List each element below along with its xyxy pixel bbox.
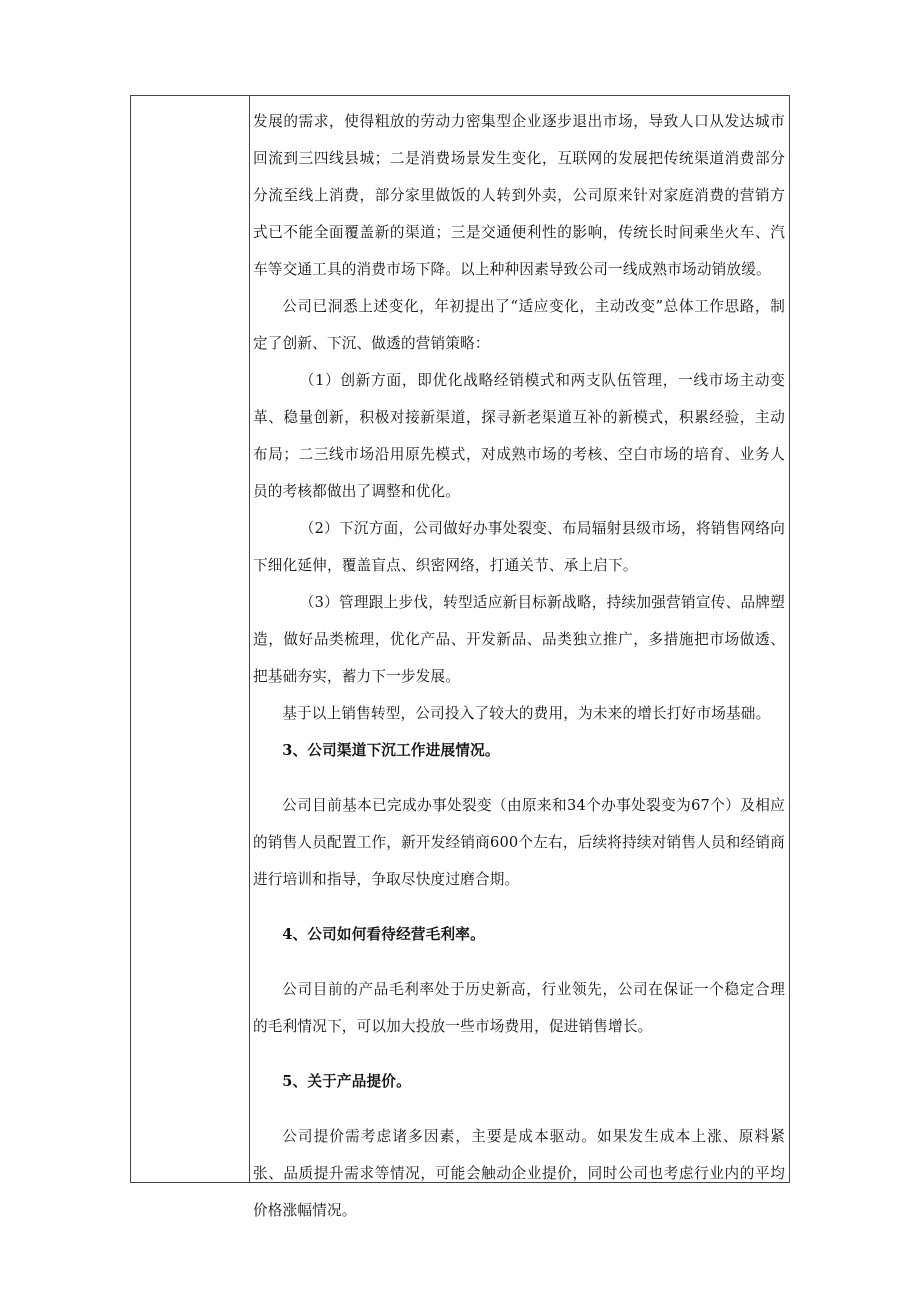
heading-price-increase: 5、关于产品提价。 [282,1073,411,1090]
paragraph-sinking: （2）下沉方面，公司做好办事处裂变、布局辐射县级市场，将销售网络向下细化延伸，覆盖盲点、织密网络，打通关节、承上启下。 [253,520,785,574]
column-divider [249,96,250,1182]
heading-channel-progress: 3、公司渠道下沉工作进展情况。 [282,742,500,759]
paragraph-market-changes: 发展的需求，使得粗放的劳动力密集型企业逐步退出市场，导致人口从发达城市回流到三四线县城；二是消费场景发生变化，互联网的发展把传统渠道消费部分分流至线上消费，部分家里做饭的人转到外卖，公司原来针对家庭消费的营销方式已不能全面覆盖新的渠道；三是交通便利性的影响，传统长时间乘坐火车、汽车等交通工具的消费市场下降。以上种种因素导致公司一线成熟市场动销放缓。 [253,113,785,278]
paragraph-gross-margin: 公司目前的产品毛利率处于历史新高，行业领先，公司在保证一个稳定合理的毛利情况下，可以加大投放一些市场费用，促进销售增长。 [253,981,785,1035]
paragraph-price-increase: 公司提价需考虑诸多因素，主要是成本驱动。如果发生成本上涨、原料紧张、品质提升需求等情况，可能会触动企业提价，同时公司也考虑行业内的平均价格涨幅情况。 [253,1128,785,1219]
document-table [130,95,790,1219]
heading-gross-margin: 4、公司如何看待经营毛利率。 [282,926,485,943]
paragraph-strategy: 公司已洞悉上述变化，年初提出了“适应变化，主动改变”总体工作思路，制定了创新、下沉、做透的营销策略： [253,298,785,352]
paragraph-investment: 基于以上销售转型，公司投入了较大的费用，为未来的增长打好市场基础。 [282,705,771,722]
paragraph-channel-progress: 公司目前基本已完成办事处裂变（由原来和34个办事处裂变为67个）及相应的销售人员配置工作，新开发经销商600个左右，后续将持续对销售人员和经销商进行培训和指导，争取尽快度过磨合期。 [253,797,785,888]
paragraph-innovation: （1）创新方面，即优化战略经销模式和两支队伍管理，一线市场主动变革、稳量创新，积极对接新渠道，探寻新老渠道互补的新模式，积累经验，主动布局；二三线市场沿用原先模式，对成熟市场的考核、空白市场的培育、业务人员的考核都做出了调整和优化。 [253,372,785,500]
content-cell [251,96,789,1229]
paragraph-management: （3）管理跟上步伐，转型适应新目标新战略，持续加强营销宣传、品牌塑造，做好品类梳理，优化产品、开发新品、品类独立推广，多措施把市场做透、把基础夯实，蓄力下一步发展。 [253,594,785,685]
